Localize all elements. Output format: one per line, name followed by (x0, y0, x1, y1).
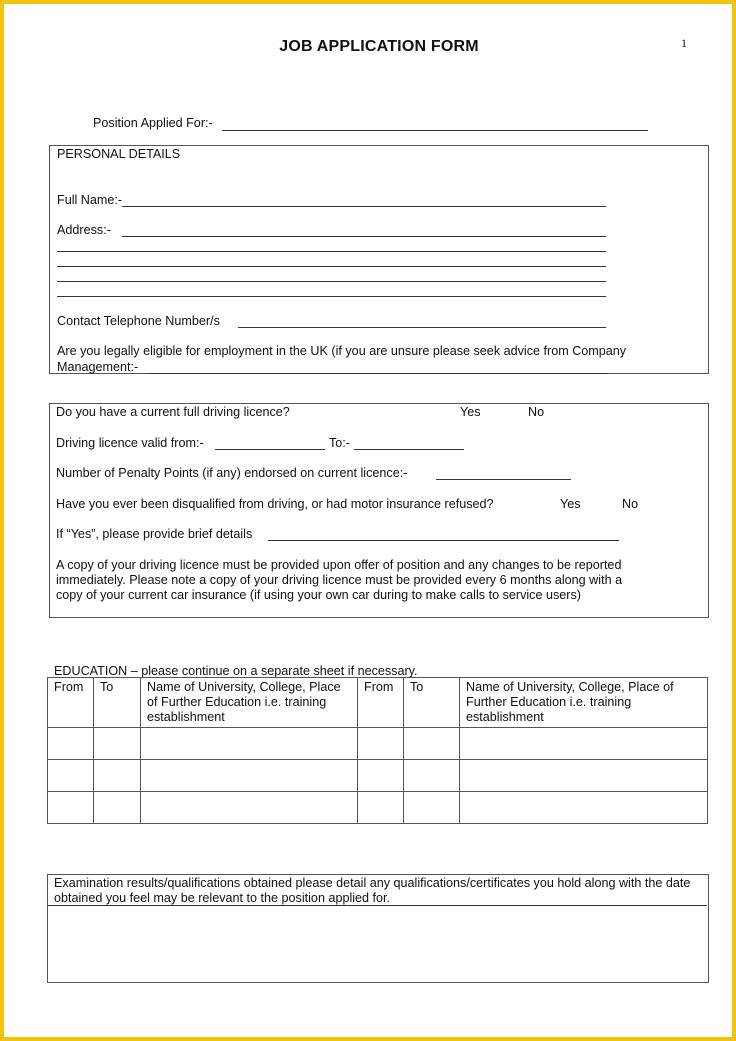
valid-from-label: Driving licence valid from:- (56, 436, 204, 450)
table-cell[interactable] (94, 792, 141, 824)
address-field-line-4[interactable] (57, 281, 606, 282)
disqualified-question: Have you ever been disqualified from driving, or had motor insurance refused? (56, 497, 494, 511)
position-field[interactable] (222, 130, 648, 131)
col-name-right: Name of University, College, Place of Further Education i.e. training establishment (460, 678, 708, 728)
table-cell[interactable] (141, 728, 358, 760)
table-cell[interactable] (48, 792, 94, 824)
penalty-points-field[interactable] (436, 479, 571, 480)
education-header-row (48, 678, 708, 728)
address-field-line-3[interactable] (57, 266, 606, 267)
details-label: If “Yes”, please provide brief details (56, 527, 253, 541)
licence-note-line-3: copy of your current car insurance (if using your own car during to make calls to service users) (56, 588, 581, 602)
table-row (48, 760, 708, 792)
col-to-left: To (94, 678, 141, 728)
licence-no-option[interactable]: No (528, 405, 545, 419)
address-field-line-5[interactable] (57, 296, 606, 297)
col-name-left: Name of University, College, Place of Further Education i.e. training establishment (141, 678, 358, 728)
table-cell[interactable] (460, 728, 708, 760)
form-title: JOB APPLICATION FORM (279, 38, 479, 55)
penalty-points-label: Number of Penalty Points (if any) endorsed on current licence:- (56, 466, 408, 480)
valid-to-field[interactable] (354, 449, 464, 450)
education-table (47, 677, 708, 824)
valid-from-field[interactable] (215, 449, 325, 450)
examination-label: Examination results/qualifications obtained please detail any qualifications/certificates you hold along with the date obtained you feel may be relevant to the position applied for. (54, 876, 691, 905)
licence-note-line-1: A copy of your driving licence must be provided upon offer of position and any changes to be reported (56, 558, 622, 572)
col-from-left: From (48, 678, 94, 728)
examination-field[interactable] (48, 906, 707, 981)
details-field[interactable] (268, 540, 619, 541)
personal-details-box (49, 145, 709, 374)
address-field-line-1[interactable] (122, 236, 606, 237)
licence-note-line-2: immediately. Please note a copy of your driving licence must be provided every 6 months along with a (56, 573, 623, 587)
licence-question: Do you have a current full driving licence? (56, 405, 290, 419)
telephone-field[interactable] (238, 327, 606, 328)
address-label: Address:- (57, 223, 111, 237)
eligibility-question-line-2: Management:- (57, 360, 139, 374)
table-cell[interactable] (48, 728, 94, 760)
table-cell[interactable] (141, 792, 358, 824)
table-row (48, 728, 708, 760)
table-cell[interactable] (94, 760, 141, 792)
position-label: Position Applied For:- (93, 116, 213, 130)
table-cell[interactable] (358, 728, 404, 760)
page-number: 1 (681, 36, 687, 50)
disqualified-no-option[interactable]: No (622, 497, 639, 511)
eligibility-field[interactable] (147, 373, 608, 374)
disqualified-yes-option[interactable]: Yes (560, 497, 581, 511)
table-cell[interactable] (358, 792, 404, 824)
table-cell[interactable] (404, 760, 460, 792)
table-cell[interactable] (404, 792, 460, 824)
full-name-label: Full Name:- (57, 193, 123, 207)
telephone-label: Contact Telephone Number/s (57, 314, 220, 328)
table-cell[interactable] (358, 760, 404, 792)
table-cell[interactable] (460, 760, 708, 792)
col-to-right: To (404, 678, 460, 728)
table-cell[interactable] (460, 792, 708, 824)
table-cell[interactable] (94, 728, 141, 760)
table-row (48, 792, 708, 824)
valid-to-label: To:- (329, 436, 350, 450)
eligibility-question-line-1: Are you legally eligible for employment in the UK (if you are unsure please seek advice from Company (57, 344, 627, 358)
table-cell[interactable] (48, 760, 94, 792)
col-from-right: From (358, 678, 404, 728)
table-cell[interactable] (404, 728, 460, 760)
personal-heading: PERSONAL DETAILS (57, 147, 181, 161)
address-field-line-2[interactable] (57, 251, 606, 252)
form-page (4, 4, 732, 1037)
full-name-field[interactable] (122, 206, 606, 207)
table-cell[interactable] (141, 760, 358, 792)
licence-yes-option[interactable]: Yes (460, 405, 481, 419)
education-heading: EDUCATION – please continue on a separate sheet if necessary. (54, 664, 418, 678)
